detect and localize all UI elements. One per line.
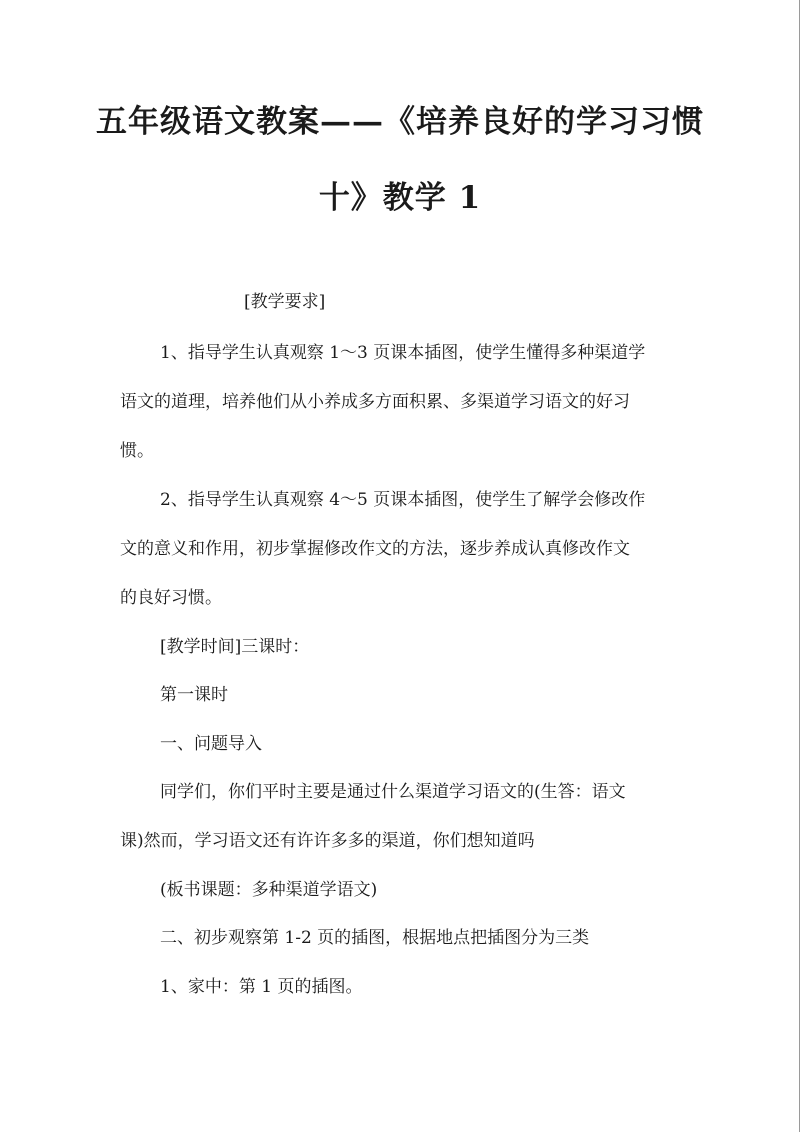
requirement-2-line-1: 2、指导学生认真观察 4～5 页课本插图，使学生了解学会修改作: [160, 490, 646, 510]
section-1-body-line-2: 课)然而，学习语文还有许许多多的渠道，你们想知道吗: [120, 831, 535, 851]
item-1: 1、家中：第 1 页的插图。: [160, 977, 363, 997]
lesson-heading: 第一课时: [160, 685, 228, 705]
teaching-time: [教学时间]三课时：: [160, 637, 310, 657]
section-1-heading: 一、问题导入: [160, 734, 262, 754]
requirement-1-line-3: 惯。: [120, 441, 154, 461]
section-1-body-line-1: 同学们，你们平时主要是通过什么渠道学习语文的(生答：语文: [160, 782, 626, 802]
document-title-line-2: 十》教学 1: [318, 180, 482, 216]
requirement-1-line-2: 语文的道理，培养他们从小养成多方面积累、多渠道学习语文的好习: [120, 392, 630, 412]
section-2-heading: 二、初步观察第 1-2 页的插图，根据地点把插图分为三类: [160, 928, 590, 948]
requirement-1-line-1: 1、指导学生认真观察 1～3 页课本插图，使学生懂得多种渠道学: [160, 343, 646, 363]
requirement-2-line-2: 文的意义和作用，初步掌握修改作文的方法，逐步养成认真修改作文: [120, 539, 630, 559]
requirements-heading: [教学要求]: [244, 292, 326, 312]
requirement-2-line-3: 的良好习惯。: [120, 588, 222, 608]
document-title-line-1: 五年级语文教案——《培养良好的学习习惯: [96, 104, 704, 140]
board-title: (板书课题：多种渠道学语文): [160, 880, 378, 900]
